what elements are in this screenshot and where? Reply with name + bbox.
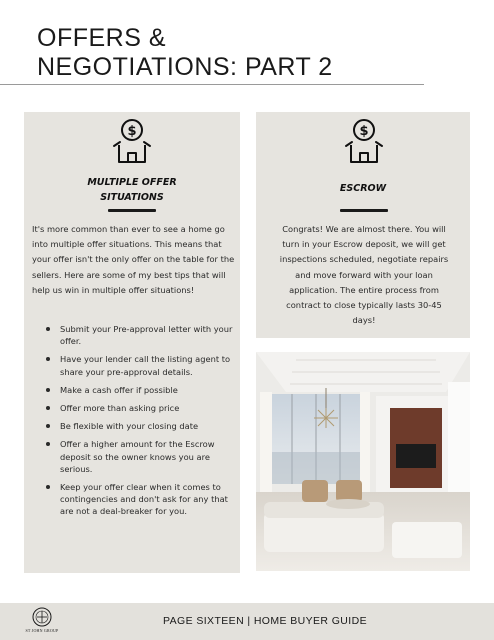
heading-underline bbox=[108, 209, 156, 212]
multiple-offer-intro: It's more common than ever to see a home go into multiple offer situations. This means that your offer isn't the only offer on the table for the sellers. Here are some of my best tips that will help us win in multiple offer situations! bbox=[32, 224, 235, 295]
brand-logo bbox=[20, 605, 64, 637]
page-title-line1: OFFERS & bbox=[37, 24, 167, 52]
modern-living-room-photo bbox=[256, 352, 470, 571]
tip-item bbox=[36, 353, 236, 377]
tip-text: Make a cash offer if possible bbox=[60, 384, 178, 395]
tip-item bbox=[36, 420, 236, 432]
tip-item bbox=[36, 384, 236, 396]
tip-item bbox=[36, 438, 236, 475]
escrow-body: Congrats! We are almost there. You will turn in your Escrow deposit, we will get inspections scheduled, negotiate repairs and move forward with your loan application. The entire process from contract to close typically lasts 30-45 days! bbox=[279, 224, 449, 326]
bullet-dot bbox=[46, 388, 50, 392]
svg-text:$: $ bbox=[359, 124, 369, 139]
multiple-offer-heading-line2: SITUATIONS bbox=[100, 192, 164, 203]
tip-item bbox=[36, 481, 236, 518]
multiple-offer-card bbox=[24, 112, 240, 573]
house-dollar-icon bbox=[110, 116, 154, 164]
escrow-card bbox=[256, 112, 470, 338]
tip-text: Offer more than asking price bbox=[60, 403, 180, 414]
house-dollar-icon bbox=[342, 116, 386, 164]
multiple-offer-heading bbox=[74, 175, 190, 205]
logo-text: ST JOHN GROUP bbox=[25, 628, 59, 633]
heading-underline bbox=[340, 209, 388, 212]
bullet-dot bbox=[46, 424, 50, 428]
bullet-dot bbox=[46, 406, 50, 410]
tip-item bbox=[36, 402, 236, 414]
multiple-offer-heading-line1: MULTIPLE OFFER bbox=[87, 177, 177, 188]
tip-text: Submit your Pre-approval letter with your offer. bbox=[60, 324, 233, 347]
tip-text: Have your lender call the listing agent to share your pre-approval details. bbox=[60, 354, 231, 377]
tips-list bbox=[36, 323, 236, 524]
bullet-dot bbox=[46, 327, 50, 331]
tip-text: Be flexible with your closing date bbox=[60, 421, 199, 432]
footer-page-label: PAGE SIXTEEN | HOME BUYER GUIDE bbox=[163, 615, 367, 627]
escrow-heading: ESCROW bbox=[339, 183, 387, 194]
tip-text: Offer a higher amount for the Escrow deposit so the owner knows you are serious. bbox=[60, 439, 215, 474]
page-footer bbox=[0, 603, 494, 640]
bullet-dot bbox=[46, 442, 50, 446]
bullet-dot bbox=[46, 357, 50, 361]
tip-text: Keep your offer clear when it comes to contingencies and don't ask for any that are not a deal-breaker for you. bbox=[60, 482, 228, 517]
bullet-dot bbox=[46, 485, 50, 489]
title-divider bbox=[0, 84, 424, 85]
tip-item bbox=[36, 323, 236, 347]
page-title-line2: NEGOTIATIONS: PART 2 bbox=[37, 53, 333, 81]
svg-text:$: $ bbox=[127, 124, 137, 139]
page-title bbox=[37, 24, 437, 82]
